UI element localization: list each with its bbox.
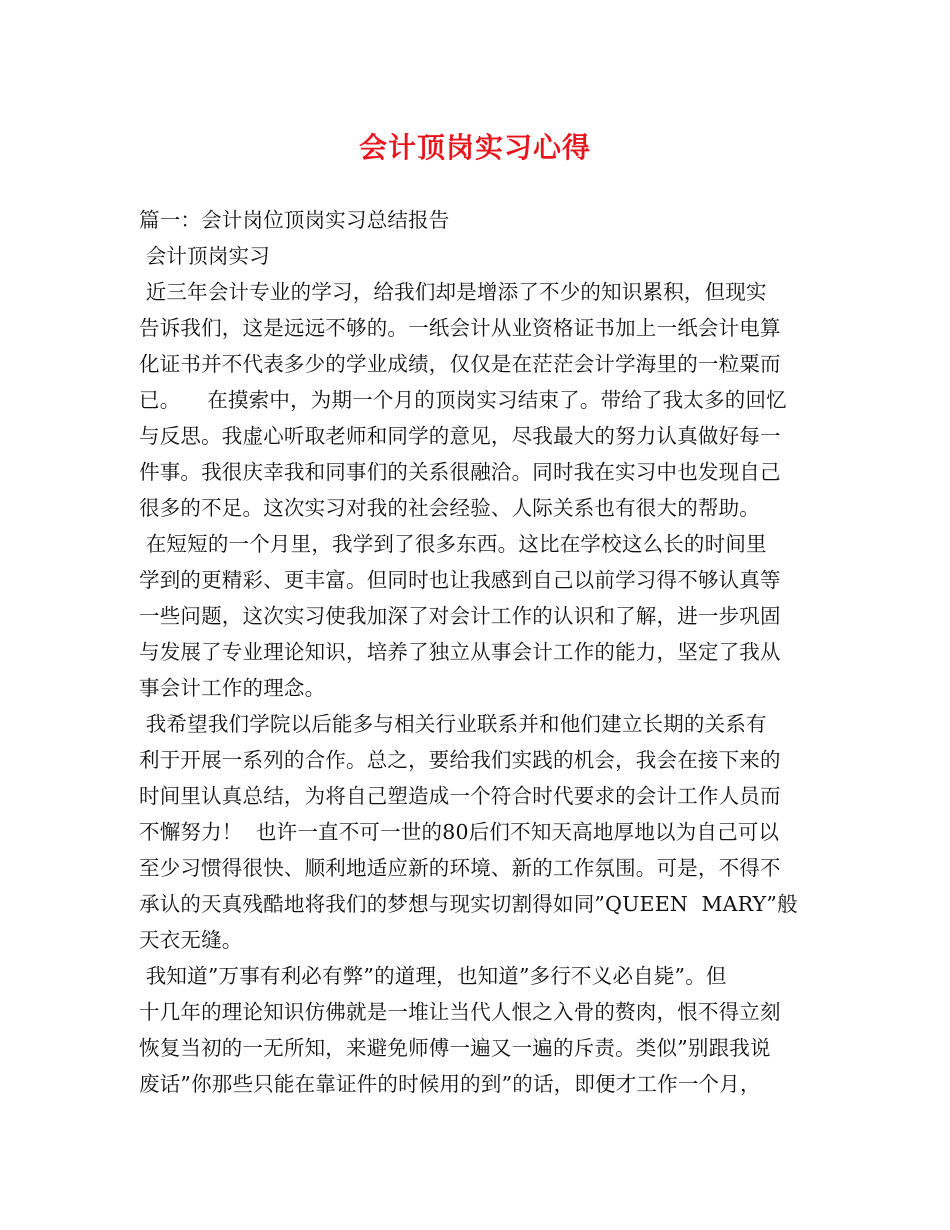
text-line: 十几年的理论知识仿佛就是一堆让当代人恨之入骨的赘肉，恨不得立刻 <box>139 1000 781 1024</box>
text-line: 不懈努力！ 也许一直不可一世的80后们不知天高地厚地以为自己可以 <box>139 820 780 844</box>
text-line: 篇一：会计岗位顶岗实习总结报告 <box>139 208 450 232</box>
text-line: 承认的天真残酷地将我们的梦想与现实切割得如同”QUEEN MARY”般 <box>139 892 798 916</box>
text-line: 天衣无缝。 <box>139 928 243 952</box>
text-line: 与发展了专业理论知识，培养了独立从事会计工作的能力，坚定了我从 <box>139 640 781 664</box>
text-line: 时间里认真总结，为将自己塑造成一个符合时代要求的会计工作人员而 <box>139 784 781 808</box>
text-line: 会计顶岗实习 <box>139 244 270 268</box>
text-line: 事会计工作的理念。 <box>139 676 326 700</box>
text-line: 一些问题，这次实习使我加深了对会计工作的认识和了解，进一步巩固 <box>139 604 781 628</box>
text-line: 废话”你那些只能在靠证件的时候用的到”的话，即便才工作一个月， <box>139 1072 761 1096</box>
text-line: 已。 在摸索中，为期一个月的顶岗实习结束了。带给了我太多的回忆 <box>139 388 787 412</box>
text-line: 很多的不足。这次实习对我的社会经验、人际关系也有很大的帮助。 <box>139 496 760 520</box>
text-line: 我希望我们学院以后能多与相关行业联系并和他们建立长期的关系有 <box>139 712 767 736</box>
text-line: 恢复当初的一无所知，来避免师傅一遍又一遍的斥责。类似”别跟我说 <box>139 1036 771 1060</box>
text-line: 至少习惯得很快、顺利地适应新的环境、新的工作氛围。可是，不得不 <box>139 856 781 880</box>
text-line: 件事。我很庆幸我和同事们的关系很融洽。同时我在实习中也发现自己 <box>139 460 781 484</box>
text-line: 我知道”万事有利必有弊”的道理，也知道”多行不义必自毙”。但 <box>139 964 727 988</box>
text-line: 化证书并不代表多少的学业成绩，仅仅是在茫茫会计学海里的一粒粟而 <box>139 352 781 376</box>
text-line: 学到的更精彩、更丰富。但同时也让我感到自己以前学习得不够认真等 <box>139 568 781 592</box>
text-line: 近三年会计专业的学习，给我们却是增添了不少的知识累积，但现实 <box>139 280 767 304</box>
text-line: 在短短的一个月里，我学到了很多东西。这比在学校这么长的时间里 <box>139 532 767 556</box>
document-title: 会计顶岗实习心得 <box>358 131 591 164</box>
text-line: 利于开展一系列的合作。总之，要给我们实践的机会，我会在接下来的 <box>139 748 781 772</box>
text-line: 告诉我们，这是远远不够的。一纸会计从业资格证书加上一纸会计电算 <box>139 316 781 340</box>
text-line: 与反思。我虚心听取老师和同学的意见，尽我最大的努力认真做好每一 <box>139 424 781 448</box>
